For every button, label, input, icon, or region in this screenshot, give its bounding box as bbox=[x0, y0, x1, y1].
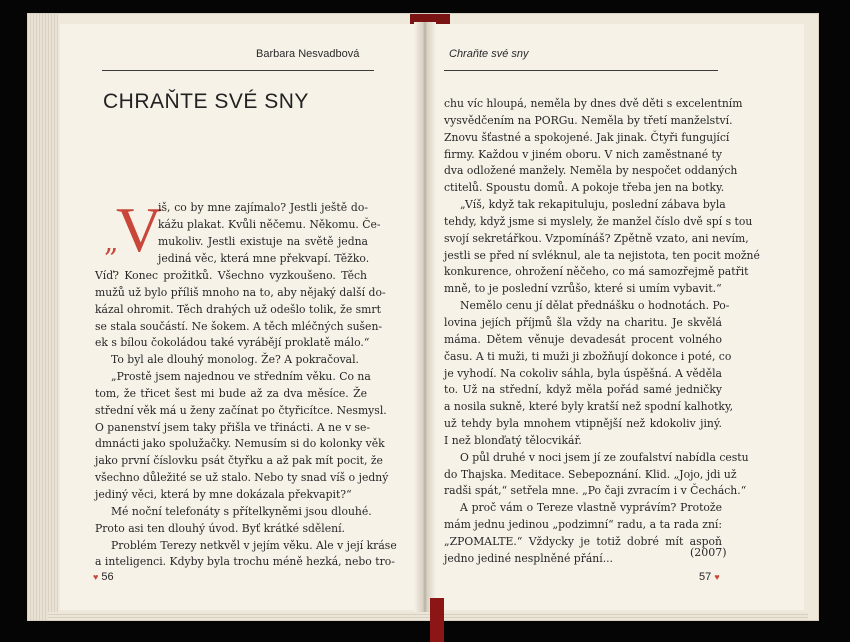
text-line: všechno důležité se už stalo. Nebo ty snad víš o jedný bbox=[95, 471, 389, 485]
text-line: radši spát,“ setřela mne. „Po čaji zvracím i v Čechách.“ bbox=[444, 484, 747, 498]
text-line: už tehdy byla mnohem vtipnější než kdokoliv jiný. bbox=[444, 417, 722, 431]
text-line: máma. Dětem věnuje devadesát procent volného bbox=[444, 332, 722, 346]
text-line: střední věk má u ženy začínat po čtyřicítce. Nesmysl. bbox=[95, 403, 387, 417]
text-line: času. A ti muži, ti muži ji zbožňují dokonce i poté, co bbox=[444, 349, 732, 363]
left-body-text bbox=[95, 268, 397, 571]
text-line: I než blonďatý tělocvikář. bbox=[444, 433, 582, 447]
heart-icon: ♥ bbox=[93, 572, 99, 582]
running-head-left: Barbara Nesvadbová bbox=[256, 48, 360, 60]
header-rule-right bbox=[444, 70, 718, 71]
text-line: lovina jejích příjmů šla vždy na charitu. Je skvělá bbox=[444, 315, 722, 329]
running-head-right: Chraňte své sny bbox=[449, 48, 529, 60]
right-body-text bbox=[444, 96, 760, 568]
text-line: do Thajska. Meditace. Sebepoznání. Klid. „Jojo, jdi už bbox=[444, 467, 737, 481]
text-line: tom, že třicet šest mi bude až za dva měsíce. Že bbox=[95, 386, 367, 400]
text-line: je vyhodí. Na cokoliv sáhla, byla úspěšná. A věděla bbox=[444, 366, 722, 380]
header-rule-left bbox=[102, 70, 374, 71]
text-line: jestli se před ní svléknul, ale ta nejistota, ten pocit možné bbox=[444, 248, 760, 262]
text-line: Nemělo cenu jí dělat přednášku o hodnotách. Po- bbox=[460, 299, 730, 313]
text-line: „ZPOMALTE.“ Vždycky je totiž dobré mít aspoň bbox=[444, 534, 722, 548]
text-line: mně, to je poslední vzrůšo, které si umím vybavit.“ bbox=[444, 282, 722, 296]
page-number-left bbox=[93, 571, 114, 583]
text-line: ek s bílou čokoládou také vyrábějí proklatě málo.“ bbox=[95, 336, 370, 350]
page-number-value: 57 bbox=[699, 571, 712, 583]
text-line: dmnácti jako spolužačky. Nemusím si do kolonky věk bbox=[95, 437, 385, 451]
text-line: Znovu šťastné a spokojené. Jak jinak. Čtyři fungující bbox=[444, 130, 730, 144]
text-line: A proč vám o Tereze vlastně vyprávím? Protože bbox=[460, 501, 722, 515]
text-line: a inteligenci. Kdyby byla trochu méně hezká, nebo tro- bbox=[95, 555, 395, 569]
drop-cap: V bbox=[116, 194, 163, 265]
chapter-title: CHRAŇTE SVÉ SNY bbox=[103, 90, 309, 113]
text-line: jediný věci, která by mne dokázala překvapit?“ bbox=[95, 487, 352, 501]
text-line: Víď? Konec prožitků. Všechno vyzkoušeno. Těch bbox=[95, 269, 367, 282]
text-line: tehdy, když jsme si myslely, že manžel číslo dvě spí s tou bbox=[444, 214, 753, 228]
text-line: konkurence, ohrožení něčeho, co má samozřejmě patřit bbox=[444, 265, 749, 279]
text-line: chu víc hloupá, neměla by dnes dvě děti s excelentním bbox=[444, 97, 743, 110]
text-line: svojí sekretářkou. Vzpomínáš? Zpětně vzato, ani nevím, bbox=[444, 231, 749, 245]
text-line: mukoliv. Jestli existuje na světě jedna bbox=[158, 234, 368, 248]
text-line: Proto asi ten dlouhý úvod. Byť krátké sdělení. bbox=[95, 521, 345, 535]
page-number-value: 56 bbox=[101, 571, 114, 583]
opening-paragraph bbox=[158, 200, 381, 267]
bookmark-ribbon bbox=[430, 598, 444, 642]
page-edges-left bbox=[28, 14, 58, 620]
drop-quote-mark: „ bbox=[104, 225, 119, 258]
text-line: jedno jediné nesplněné přání... bbox=[444, 551, 613, 565]
text-line: jediná věc, která mne překvapí. Těžko. bbox=[158, 251, 370, 265]
text-line: dva odložené manžely. Neměla by nespočet oddaných bbox=[444, 164, 738, 178]
text-line: O panenství jsem taky přišla ve třinácti. A ne v se- bbox=[95, 420, 371, 434]
text-line: jako první číslovku psát čtyřku a až pak mít pocit, že bbox=[95, 454, 383, 468]
text-line: mužů už bylo příliš mnoho na to, aby nějaký další do- bbox=[95, 285, 386, 299]
heart-icon: ♥ bbox=[714, 572, 720, 582]
text-line: to. Už na střední, když měla pořád samé jedničky bbox=[444, 383, 722, 397]
text-line: se stala součástí. Ne šokem. A těch mléčných sušen- bbox=[95, 319, 383, 333]
text-line: Mé noční telefonáty s přítelkyněmi jsou dlouhé. bbox=[111, 504, 372, 518]
text-line: Problém Terezy netkvěl v jejím věku. Ale v její kráse bbox=[111, 538, 397, 552]
text-line: kážu plakat. Kvůli něčemu. Někomu. Če- bbox=[158, 217, 381, 231]
page-number-right bbox=[699, 571, 720, 583]
text-line: kázal ohromit. Těch drahých už odešlo tolik, že smrt bbox=[95, 302, 381, 316]
year-note: (2007) bbox=[690, 546, 727, 559]
text-line: mám jednu jedinou „podzimní“ radu, a ta rada zní: bbox=[444, 518, 722, 532]
text-line: „Prostě jsem najednou ve středním věku. Co na bbox=[111, 370, 371, 384]
book-spine bbox=[414, 22, 436, 612]
text-line: vysvědčením na PORGu. Neměla by třetí manželství. bbox=[444, 113, 733, 127]
text-line: ctitelů. Spoustu domů. A pokoje třeba jen na botky. bbox=[444, 181, 725, 195]
text-line: „Víš, když tak rekapituluju, poslední zábava byla bbox=[460, 198, 726, 212]
text-line: a nosila sukně, které byly kratší než spodní kalhotky, bbox=[444, 400, 734, 414]
text-line: firmy. Každou v jiném oboru. V nich zaměstnané ty bbox=[444, 147, 722, 161]
text-line: iš, co by mne zajímalo? Jestli ještě do- bbox=[158, 201, 368, 214]
text-line: O půl druhé v noci jsem jí ze zoufalství nabídla cestu bbox=[460, 450, 749, 464]
text-line: To byl ale dlouhý monolog. Že? A pokračoval. bbox=[111, 353, 359, 367]
page-edges-bottom bbox=[48, 612, 808, 620]
